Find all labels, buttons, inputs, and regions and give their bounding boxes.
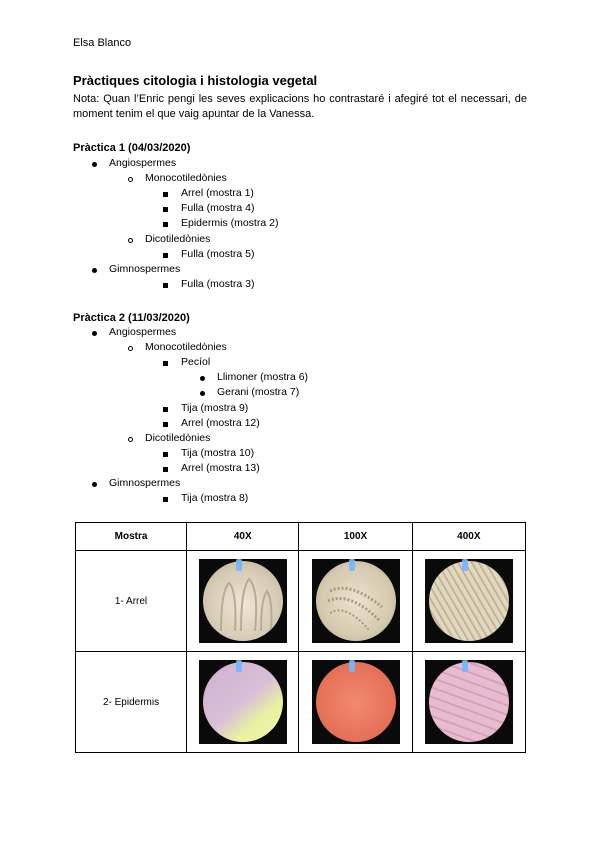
list-item: Gerani (mostra 7) [217,386,300,398]
bullet-icon [163,192,168,197]
column-header: 40X [187,523,299,551]
bullet-icon [200,376,205,381]
table-row [76,652,526,753]
bullet-icon [163,207,168,212]
list-item: Arrel (mostra 13) [181,462,260,474]
micrograph-image [199,660,287,744]
list-item: Gimnospermes [109,477,181,489]
bullet-icon [163,222,168,227]
micrograph-cell [412,652,525,753]
bullet-icon [128,346,133,351]
bullet-icon [163,467,168,472]
list-item: Fulla (mostra 4) [181,202,255,214]
list-item: Epidermis (mostra 2) [181,217,279,229]
bullet-icon [92,482,97,487]
list-item: Pecíol [181,356,211,368]
table-row [76,551,526,652]
micrograph-cell [299,551,412,652]
bullet-icon [128,437,133,442]
list-item: Fulla (mostra 3) [181,278,255,290]
bullet-icon [163,497,168,502]
bullet-icon [163,407,168,412]
list-item: Tija (mostra 8) [181,492,249,504]
bullet-icon [163,253,168,258]
table-header-row [76,523,526,551]
bullet-icon [163,283,168,288]
micrograph-image [312,660,400,744]
list-item: Monocotiledònies [145,341,227,353]
bullet-icon [128,177,133,182]
list-item: Arrel (mostra 1) [181,187,254,199]
micrograph-cell [412,551,525,652]
practica1-heading: Pràctica 1 (04/03/2020) [73,142,191,154]
list-item: Dicotiledònies [145,233,211,245]
column-header: 400X [412,523,525,551]
list-item: Monocotiledònies [145,172,227,184]
bullet-icon [92,268,97,273]
micrograph-image [199,559,287,643]
list-item: Angiospermes [109,157,177,169]
row-label: 1- Arrel [76,551,187,652]
list-item: Arrel (mostra 12) [181,417,260,429]
row-label: 2- Epidermis [76,652,187,753]
micrograph-cell [187,551,299,652]
list-item: Tija (mostra 10) [181,447,255,459]
list-item: Fulla (mostra 5) [181,248,255,260]
column-header: 100X [299,523,412,551]
bullet-icon [92,162,97,167]
bullet-icon [92,331,97,336]
author-name: Elsa Blanco [73,37,132,49]
bullet-icon [128,238,133,243]
practica2-heading: Pràctica 2 (11/03/2020) [73,312,190,324]
micrograph-image [425,660,513,744]
list-item: Tija (mostra 9) [181,402,249,414]
bullet-icon [163,452,168,457]
micrograph-image [425,559,513,643]
list-item: Dicotiledònies [145,432,211,444]
micrograph-cell [299,652,412,753]
note-paragraph: Nota: Quan l’Enric pengi les seves explicacions ho contrastaré i afegiré tot el necessari, de moment tenim el que vaig apuntar de la Vanessa. [73,93,527,120]
list-item: Gimnospermes [109,263,181,275]
bullet-icon [163,361,168,366]
column-header: Mostra [76,523,187,551]
micrograph-image [312,559,400,643]
bullet-icon [163,422,168,427]
bullet-icon [200,391,205,396]
list-item: Llimoner (mostra 6) [217,371,309,383]
samples-table [75,522,526,753]
list-item: Angiospermes [109,326,177,338]
document-title: Pràctiques citologia i histologia vegetal [73,73,318,88]
micrograph-cell [187,652,299,753]
